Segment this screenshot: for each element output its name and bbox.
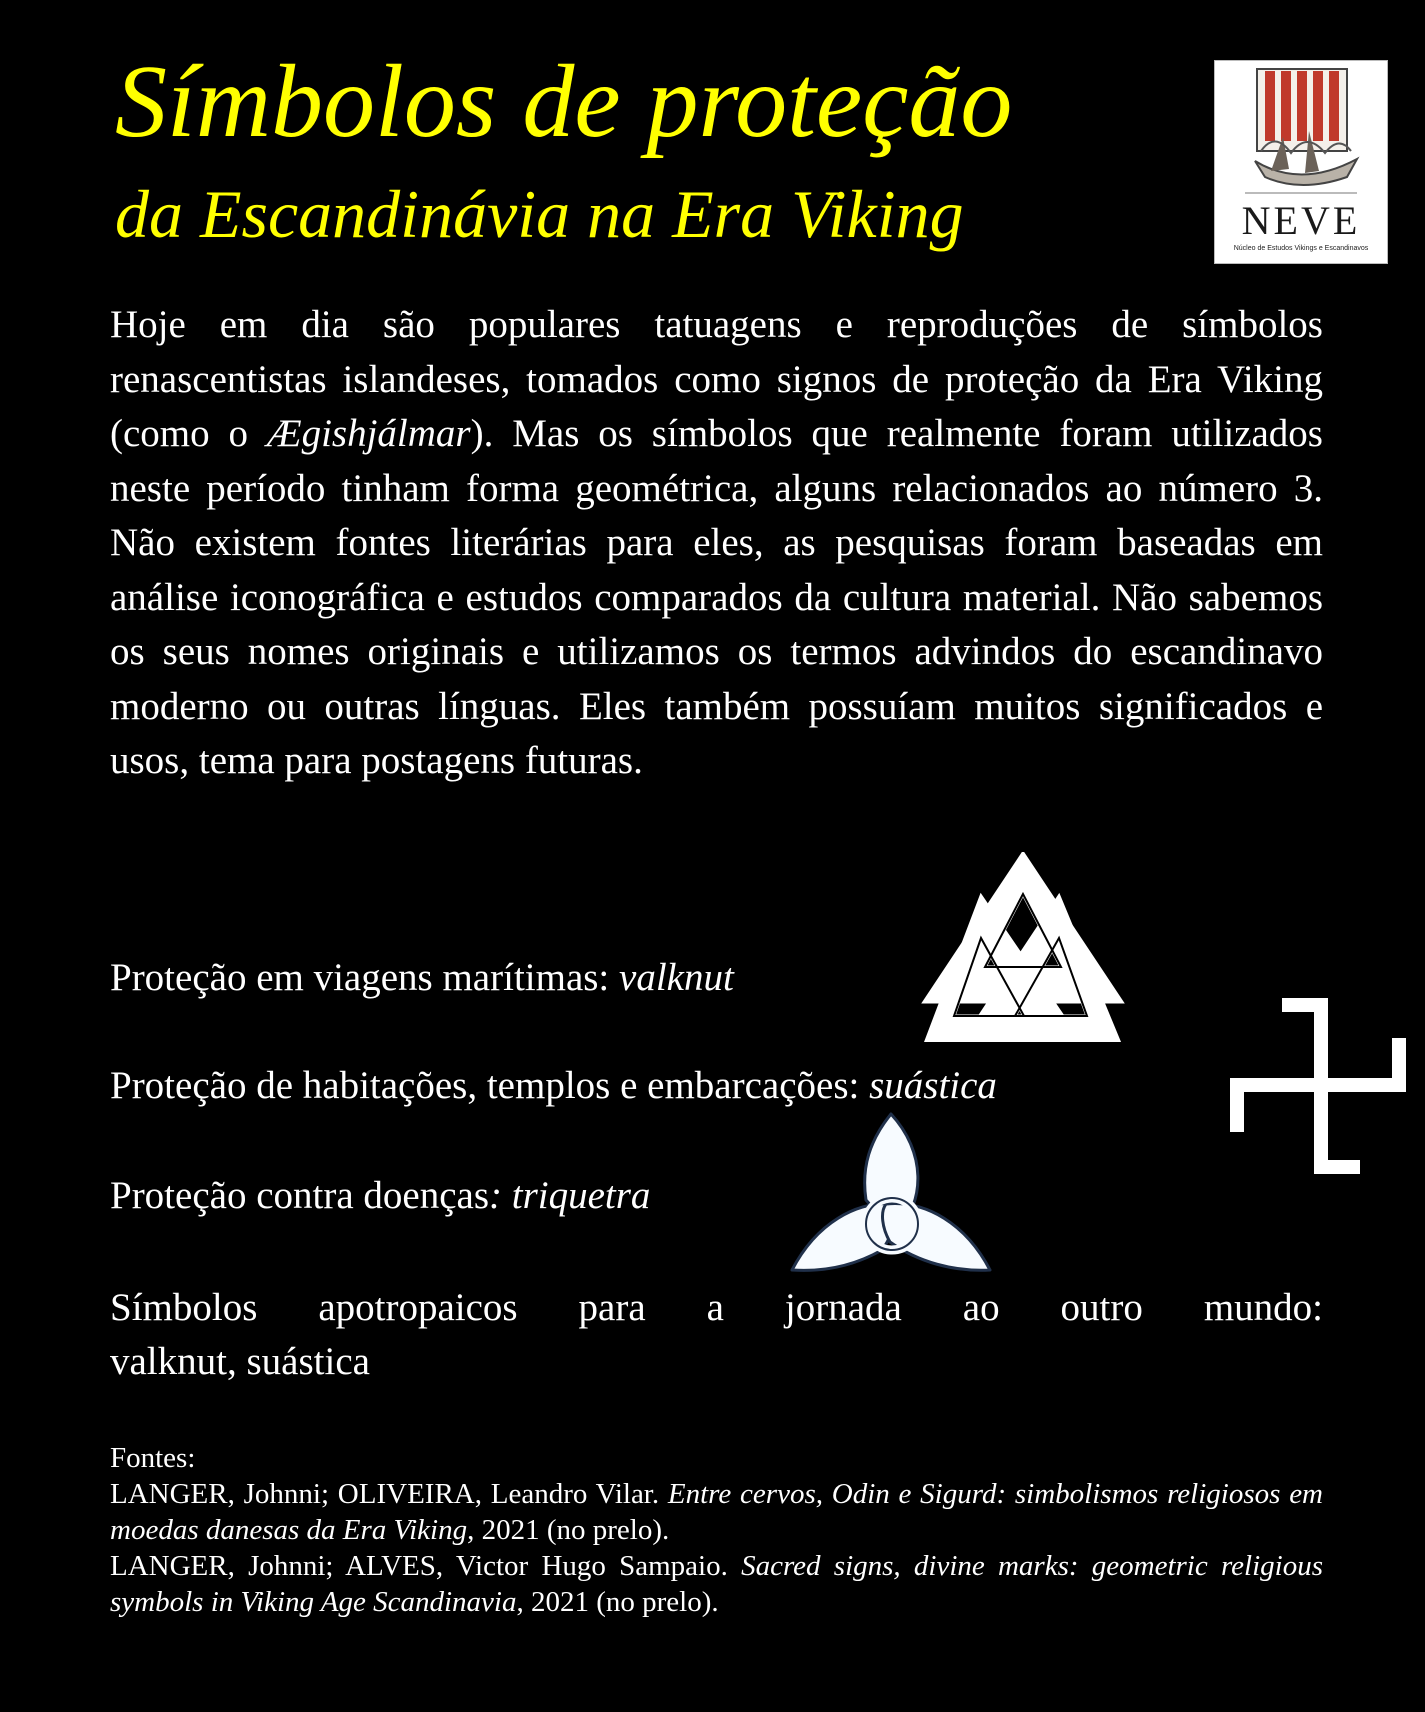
swastika-icon	[1230, 998, 1406, 1174]
valknut-icon	[916, 852, 1126, 1042]
protection-line-valknut	[110, 951, 734, 1005]
neve-logo	[1214, 60, 1388, 264]
protection-line-triquetra	[110, 1169, 650, 1223]
protection-label: Proteção contra doenças	[110, 1174, 489, 1217]
page-subtitle: da Escandinávia na Era Viking	[115, 176, 964, 252]
apotropaic-line2: valknut, suástica	[110, 1340, 370, 1383]
protection-symbol-name: : triquetra	[489, 1174, 651, 1217]
protection-symbol-name: suástica	[869, 1064, 997, 1107]
reference-tail: , 2021 (no prelo).	[467, 1514, 670, 1546]
logo-wordmark: NEVE	[1241, 198, 1361, 243]
intro-text-part2: ). Mas os símbolos que realmente foram utilizados neste período tinham forma geométrica, alguns relacionados ao número 3. Não existem fontes literárias para eles, as pesquisas foram baseadas em análise iconográfica e estudos comparados da cultura material. Não sabemos os seus nomes originais e utilizamos os termos advindos do escandinavo moderno ou outras línguas. Eles também possuíam muitos significados e usos, tema para postagens futuras.	[110, 412, 1323, 782]
apotropaic-line1: Símbolos apotropaicos para a jornada ao outro mundo:	[110, 1286, 1323, 1329]
intro-term: Ægishjálmar	[266, 412, 471, 455]
reference-title: Sacred signs, divine marks: geometric religious symbols in Viking Age Scandinavia	[110, 1550, 1323, 1618]
protection-label: Proteção em viagens marítimas:	[110, 956, 620, 999]
reference-authors: LANGER, Johnni; OLIVEIRA, Leandro Vilar.	[110, 1478, 668, 1510]
reference-authors: LANGER, Johnni; ALVES, Victor Hugo Sampaio.	[110, 1550, 742, 1582]
intro-text-part1: Hoje em dia são populares tatuagens e reproduções de símbolos renascentistas islandeses, tomados como signos de proteção da Era Viking (como o	[110, 303, 1323, 455]
logo-subtitle: Núcleo de Estudos Vikings e Escandinavos	[1233, 245, 1369, 252]
triquetra-icon	[786, 1112, 996, 1272]
reference-title: Entre cervos, Odin e Sigurd: simbolismos religiosos em moedas danesas da Era Viking	[110, 1478, 1324, 1546]
page-title: Símbolos de proteção	[115, 44, 1013, 159]
sources-heading: Fontes:	[110, 1442, 196, 1474]
reference-tail: , 2021 (no prelo).	[516, 1586, 719, 1618]
protection-symbol-name: valknut	[619, 956, 734, 999]
sources-section	[110, 1440, 1323, 1620]
protection-line-swastika	[110, 1059, 997, 1113]
source-reference	[110, 1476, 1323, 1548]
protection-label: Proteção de habitações, templos e embarcações:	[110, 1064, 870, 1107]
intro-paragraph	[110, 298, 1323, 789]
source-reference	[110, 1548, 1323, 1620]
